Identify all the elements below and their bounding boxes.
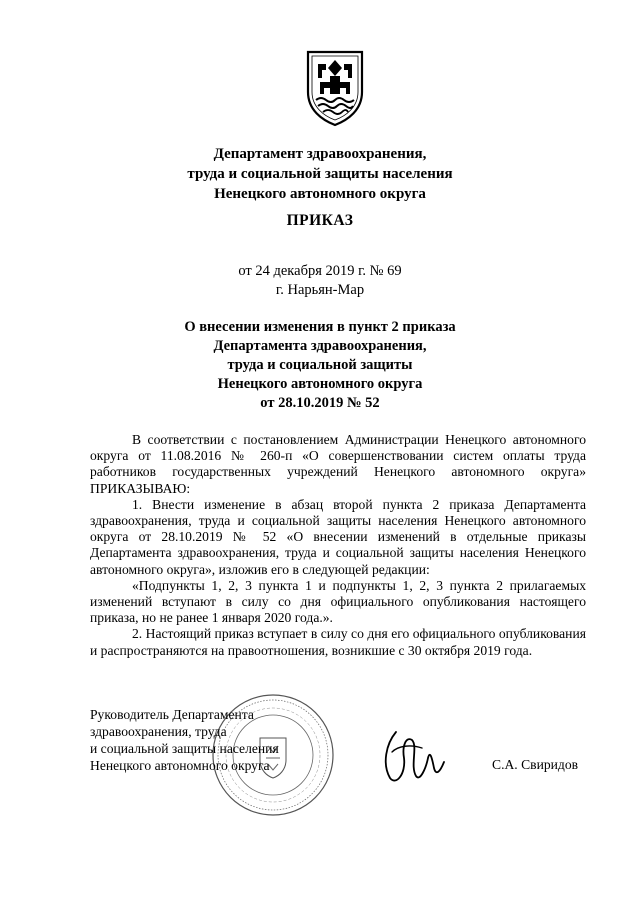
position-line: Руководитель Департамента (90, 707, 254, 722)
body-paragraph: 2. Настоящий приказ вступает в силу со дня его официального опубликования и распространяются на правоотношения, возникшие с 30 октября 2019 года. (90, 626, 586, 658)
subject-line: от 28.10.2019 № 52 (260, 395, 380, 411)
subject-line: труда и социальной защиты (227, 357, 413, 373)
document-title: ПРИКАЗ (286, 212, 354, 229)
date-number: от 24 декабря 2019 г. № 69 (238, 263, 402, 279)
department-name (0, 144, 640, 204)
department-line: Департамент здравоохранения, (213, 146, 427, 162)
signer-name: С.А. Свиридов (492, 757, 579, 772)
signatory-position (90, 706, 279, 774)
position-line: Ненецкого автономного округа (90, 758, 270, 773)
subject-line: О внесении изменения в пункт 2 приказа (184, 319, 456, 335)
body-paragraph: В соответствии с постановлением Администрации Ненецкого автономного округа от 11.08.2016 № 260-п «О совершенствовании систем оплаты труда работников государственных учреждений Ненецкого автономного округа» ПРИКАЗЫВАЮ: (90, 432, 586, 496)
handwritten-signature-icon (376, 722, 448, 788)
body-paragraph: 1. Внести изменение в абзац второй пункта 2 приказа Департамента здравоохранения, труда и социальной защиты населения Ненецкого автономного округа от 28.10.2019 № 52 «О внесении изменений в отдельные приказы Департамента здравоохранения, труда и социальной защиты населения Ненецкого автономного округа», изложив его в следующей редакции: (90, 496, 586, 577)
subject-line: Департамента здравоохранения, (213, 338, 427, 354)
city: г. Нарьян-Мар (275, 282, 365, 298)
body-paragraph: «Подпункты 1, 2, 3 пункта 1 и подпункты 1, 2, 3 пункта 2 прилагаемых изменений вступают в силу со дня официального опубликования настоящего приказа, но не ранее 1 января 2020 года.». (90, 577, 586, 626)
subject-line: Ненецкого автономного округа (217, 376, 423, 392)
position-line: и социальной защиты населения (90, 741, 279, 756)
department-line: труда и социальной защиты населения (187, 166, 453, 182)
department-line: Ненецкого автономного округа (214, 186, 426, 202)
order-subject (0, 318, 640, 413)
position-line: здравоохранения, труда (90, 724, 227, 739)
date-and-place (0, 262, 640, 300)
order-body (90, 432, 586, 659)
coat-of-arms-icon (304, 48, 366, 128)
